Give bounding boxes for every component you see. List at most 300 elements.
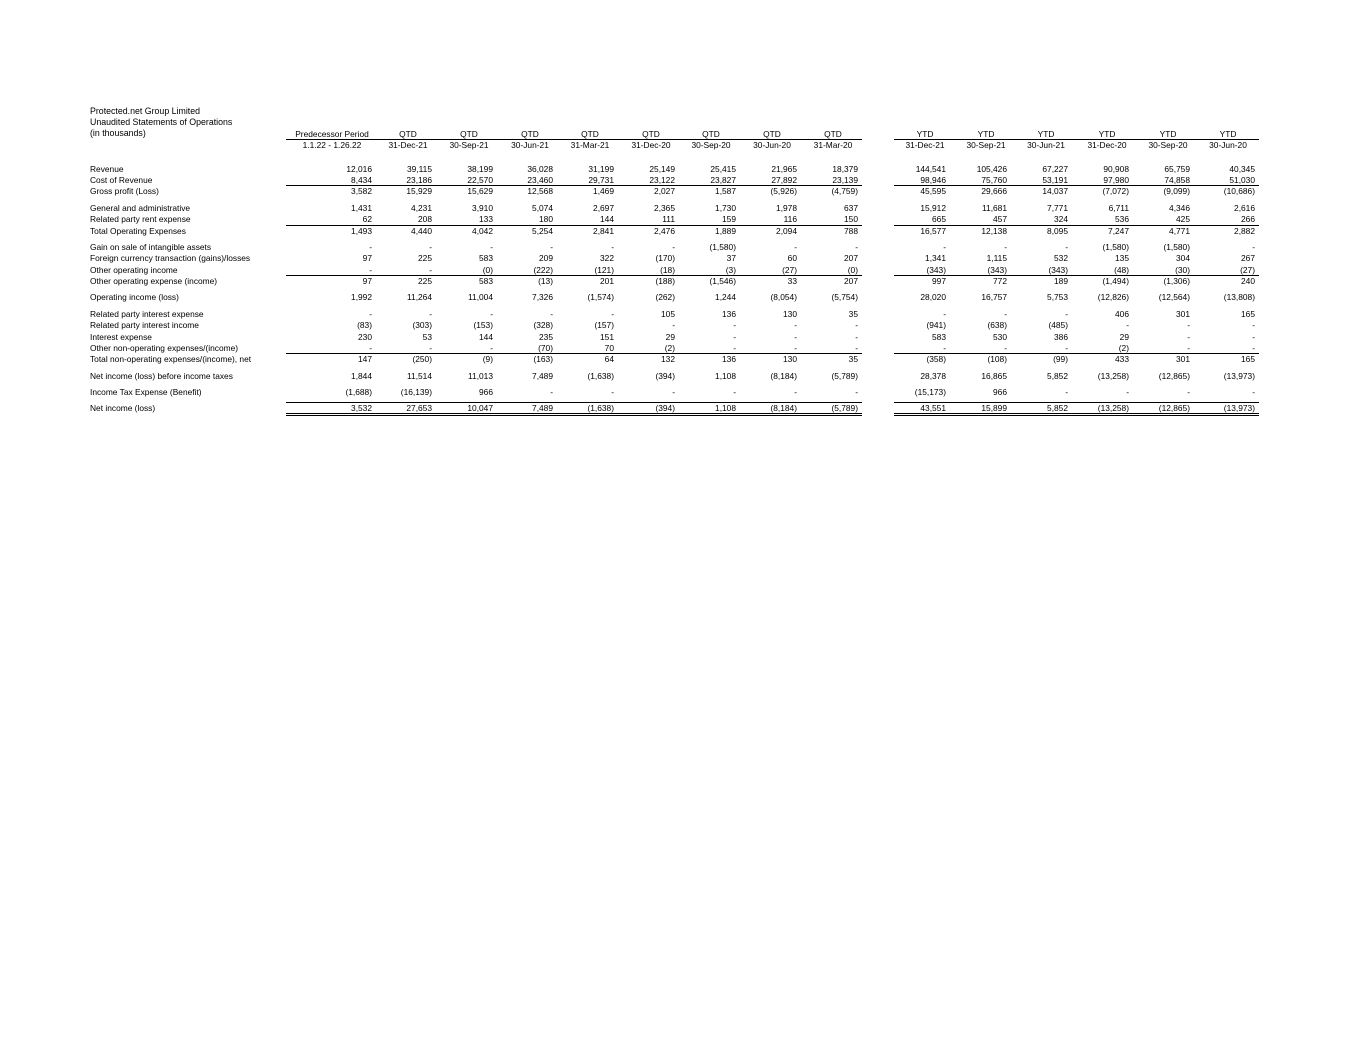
cell-value: 209	[539, 253, 553, 263]
cell-value: 301	[1176, 309, 1190, 319]
units-note: (in thousands)	[90, 128, 146, 138]
cell-value: (48)	[1114, 265, 1129, 275]
cell-value: 15,929	[406, 186, 432, 196]
subtotal-rule	[894, 225, 1259, 226]
cell-value: (121)	[594, 265, 614, 275]
cell-value: 11,004	[468, 292, 493, 302]
column-period-header: 30-Jun-21	[511, 140, 549, 150]
cell-value: 29	[665, 332, 675, 342]
cell-value: 23,122	[649, 175, 675, 185]
cell-value: (15,173)	[914, 387, 946, 397]
cell-value: 14,037	[1042, 186, 1068, 196]
column-type-header: YTD	[1098, 129, 1116, 139]
cell-value: 23,460	[527, 175, 553, 185]
cell-value: 130	[783, 354, 797, 364]
cell-value: (99)	[1053, 354, 1068, 364]
cell-value: 38,199	[467, 164, 493, 174]
cell-value: -	[943, 242, 946, 252]
cell-value: 189	[1054, 276, 1068, 286]
cell-value: 45,595	[920, 186, 946, 196]
cell-value: (8,054)	[770, 292, 797, 302]
cell-value: -	[1187, 332, 1190, 342]
cell-value: 433	[1115, 354, 1129, 364]
cell-value: (1,580)	[709, 242, 736, 252]
cell-value: 74,858	[1164, 175, 1190, 185]
cell-value: (0)	[847, 265, 858, 275]
cell-value: 2,841	[593, 226, 614, 236]
cell-value: (394)	[655, 403, 675, 413]
cell-value: 4,042	[472, 226, 493, 236]
cell-value: -	[943, 309, 946, 319]
cell-value: 1,889	[715, 226, 736, 236]
cell-value: 225	[418, 276, 432, 286]
cell-value: 15,629	[467, 186, 493, 196]
subtotal-rule	[894, 185, 1259, 186]
statement-title: Unaudited Statements of Operations	[90, 117, 233, 127]
cell-value: (12,826)	[1097, 292, 1129, 302]
cell-value: 10,047	[467, 403, 493, 413]
cell-value: (343)	[987, 265, 1007, 275]
cell-value: 21,965	[771, 164, 797, 174]
column-type-header: QTD	[521, 129, 539, 139]
row-label: Total Operating Expenses	[90, 226, 186, 236]
cell-value: 23,827	[710, 175, 736, 185]
cell-value: (1,494)	[1102, 276, 1129, 286]
cell-value: 583	[479, 276, 493, 286]
cell-value: 1,115	[986, 253, 1007, 263]
cell-value: 105	[661, 309, 675, 319]
cell-value: 136	[722, 354, 736, 364]
cell-value: (5,754)	[831, 292, 858, 302]
row-label: Cost of Revenue	[90, 175, 153, 185]
subtotal-rule	[286, 275, 862, 276]
row-label: General and administrative	[90, 203, 191, 213]
cell-value: 457	[993, 214, 1007, 224]
cell-value: -	[550, 387, 553, 397]
row-label: Gain on sale of intangible assets	[90, 242, 212, 252]
cell-value: (262)	[655, 292, 675, 302]
cell-value: 35	[848, 309, 858, 319]
cell-value: 180	[539, 214, 553, 224]
cell-value: 235	[539, 332, 553, 342]
cell-value: 116	[783, 214, 797, 224]
cell-value: (157)	[594, 320, 614, 330]
cell-value: 60	[787, 253, 797, 263]
cell-value: 1,469	[593, 186, 614, 196]
cell-value: 111	[662, 214, 675, 224]
cell-value: -	[1126, 320, 1129, 330]
cell-value: -	[672, 320, 675, 330]
cell-value: (222)	[533, 265, 553, 275]
column-period-header: 30-Jun-20	[753, 140, 791, 150]
cell-value: 788	[844, 226, 858, 236]
cell-value: 304	[1176, 253, 1190, 263]
cell-value: -	[611, 242, 614, 252]
cell-value: 136	[722, 309, 736, 319]
cell-value: 5,852	[1047, 371, 1068, 381]
cell-value: 3,910	[472, 203, 493, 213]
cell-value: 36,028	[527, 164, 553, 174]
subtotal-rule	[894, 353, 1259, 354]
cell-value: 64	[604, 354, 614, 364]
cell-value: 70	[604, 343, 614, 353]
column-type-header: QTD	[399, 129, 417, 139]
cell-value: (27)	[1240, 265, 1255, 275]
subtotal-rule	[286, 353, 862, 354]
cell-value: 324	[1054, 214, 1068, 224]
cell-value: -	[1252, 387, 1255, 397]
cell-value: 301	[1176, 354, 1190, 364]
cell-value: -	[733, 343, 736, 353]
cell-value: -	[1004, 242, 1007, 252]
cell-value: 6,711	[1108, 203, 1129, 213]
cell-value: 3,532	[351, 403, 372, 413]
company-name: Protected.net Group Limited	[90, 106, 201, 116]
cell-value: 53,191	[1042, 175, 1068, 185]
cell-value: 27,653	[406, 403, 432, 413]
cell-value: (163)	[533, 354, 553, 364]
cell-value: 18,379	[832, 164, 858, 174]
cell-value: 11,013	[468, 371, 493, 381]
cell-value: 2,027	[654, 186, 675, 196]
cell-value: 62	[362, 214, 372, 224]
cell-value: 637	[844, 203, 858, 213]
cell-value: (1,580)	[1102, 242, 1129, 252]
cell-value: -	[733, 320, 736, 330]
cell-value: (2)	[664, 343, 675, 353]
column-period-header: 31-Dec-20	[1087, 140, 1127, 150]
column-period-header: 30-Sep-20	[1148, 140, 1188, 150]
cell-value: -	[429, 343, 432, 353]
cell-value: 130	[783, 309, 797, 319]
cell-value: 583	[479, 253, 493, 263]
cell-value: 159	[722, 214, 736, 224]
cell-value: 1,730	[715, 203, 736, 213]
cell-value: 39,115	[407, 164, 432, 174]
cell-value: 150	[844, 214, 858, 224]
cell-value: 201	[600, 276, 614, 286]
row-label: Other operating expense (income)	[90, 276, 218, 286]
row-label: Foreign currency transaction (gains)/losses	[90, 253, 251, 263]
column-type-header: QTD	[824, 129, 842, 139]
cell-value: -	[794, 343, 797, 353]
cell-value: (188)	[655, 276, 675, 286]
column-type-header: YTD	[977, 129, 995, 139]
cell-value: 225	[418, 253, 432, 263]
column-type-header: QTD	[763, 129, 781, 139]
cell-value: (13,973)	[1223, 371, 1255, 381]
cell-value: (941)	[926, 320, 946, 330]
cell-value: -	[733, 387, 736, 397]
cell-value: 40,345	[1229, 164, 1255, 174]
cell-value: 29,731	[588, 175, 614, 185]
row-label: Operating income (loss)	[90, 292, 179, 302]
row-label: Related party interest expense	[90, 309, 204, 319]
cell-value: 12,138	[981, 226, 1007, 236]
cell-value: 5,852	[1047, 403, 1068, 413]
cell-value: (0)	[482, 265, 493, 275]
cell-value: (30)	[1175, 265, 1190, 275]
cell-value: 23,186	[406, 175, 432, 185]
cell-value: 98,946	[920, 175, 946, 185]
cell-value: (485)	[1048, 320, 1068, 330]
cell-value: 11,681	[982, 203, 1007, 213]
cell-value: (9)	[482, 354, 493, 364]
total-double-rule	[286, 415, 862, 416]
cell-value: 1,108	[715, 403, 736, 413]
column-period-header: 31-Dec-21	[905, 140, 945, 150]
cell-value: 97,980	[1103, 175, 1129, 185]
cell-value: -	[794, 387, 797, 397]
cell-value: (27)	[782, 265, 797, 275]
cell-value: (13,258)	[1097, 403, 1129, 413]
cell-value: (13,808)	[1223, 292, 1255, 302]
cell-value: 5,254	[532, 226, 553, 236]
cell-value: -	[550, 309, 553, 319]
cell-value: -	[1065, 242, 1068, 252]
cell-value: 29	[1119, 332, 1129, 342]
cell-value: -	[794, 242, 797, 252]
cell-value: 7,489	[532, 371, 553, 381]
cell-value: (343)	[926, 265, 946, 275]
cell-value: -	[369, 265, 372, 275]
cell-value: -	[1187, 320, 1190, 330]
cell-value: 16,757	[981, 292, 1007, 302]
cell-value: 97	[362, 253, 372, 263]
cell-value: 28,020	[920, 292, 946, 302]
cell-value: -	[672, 242, 675, 252]
column-period-header: 30-Jun-20	[1209, 140, 1247, 150]
header-underline	[286, 139, 862, 140]
cell-value: 207	[844, 276, 858, 286]
cell-value: 1,844	[351, 371, 372, 381]
cell-value: -	[550, 242, 553, 252]
cell-value: 2,094	[776, 226, 797, 236]
cell-value: 425	[1176, 214, 1190, 224]
cell-value: -	[855, 242, 858, 252]
row-label: Gross profit (Loss)	[90, 186, 159, 196]
cell-value: 33	[787, 276, 797, 286]
cell-value: 8,434	[351, 175, 372, 185]
cell-value: 1,493	[351, 226, 372, 236]
cell-value: 4,440	[411, 226, 432, 236]
subtotal-rule	[894, 402, 1259, 403]
cell-value: (13)	[538, 276, 553, 286]
cell-value: -	[490, 242, 493, 252]
cell-value: 144,541	[915, 164, 946, 174]
cell-value: 1,244	[715, 292, 736, 302]
cell-value: 151	[600, 332, 614, 342]
cell-value: 1,108	[715, 371, 736, 381]
cell-value: 207	[844, 253, 858, 263]
cell-value: 5,753	[1047, 292, 1068, 302]
cell-value: -	[1187, 343, 1190, 353]
cell-value: -	[490, 343, 493, 353]
cell-value: 37	[726, 253, 736, 263]
cell-value: (8,184)	[770, 403, 797, 413]
column-type-header: YTD	[1037, 129, 1055, 139]
cell-value: -	[369, 309, 372, 319]
subtotal-rule	[286, 225, 862, 226]
cell-value: 532	[1054, 253, 1068, 263]
cell-value: (343)	[1048, 265, 1068, 275]
cell-value: -	[429, 242, 432, 252]
cell-value: -	[733, 332, 736, 342]
cell-value: 230	[358, 332, 372, 342]
cell-value: 2,365	[654, 203, 675, 213]
cell-value: -	[369, 242, 372, 252]
column-period-header: 31-Dec-21	[388, 140, 428, 150]
cell-value: 4,231	[411, 203, 432, 213]
cell-value: 147	[358, 354, 372, 364]
cell-value: 7,247	[1108, 226, 1129, 236]
cell-value: -	[611, 309, 614, 319]
cell-value: 406	[1115, 309, 1129, 319]
header-underline	[894, 139, 1259, 140]
cell-value: -	[369, 343, 372, 353]
column-type-header: QTD	[581, 129, 599, 139]
column-type-header: YTD	[916, 129, 934, 139]
column-type-header: QTD	[702, 129, 720, 139]
subtotal-rule	[894, 275, 1259, 276]
cell-value: 90,908	[1103, 164, 1129, 174]
row-label: Other operating income	[90, 265, 178, 275]
cell-value: (7,072)	[1102, 186, 1129, 196]
cell-value: 240	[1241, 276, 1255, 286]
cell-value: (13,973)	[1223, 403, 1255, 413]
cell-value: 966	[993, 387, 1007, 397]
cell-value: 583	[932, 332, 946, 342]
cell-value: (170)	[655, 253, 675, 263]
cell-value: (83)	[357, 320, 372, 330]
cell-value: (153)	[473, 320, 493, 330]
cell-value: 1,587	[715, 186, 736, 196]
total-double-rule	[894, 415, 1259, 416]
cell-value: 966	[479, 387, 493, 397]
cell-value: 267	[1241, 253, 1255, 263]
cell-value: 2,616	[1234, 203, 1255, 213]
cell-value: -	[611, 387, 614, 397]
cell-value: 4,771	[1169, 226, 1190, 236]
cell-value: (303)	[412, 320, 432, 330]
cell-value: 1,431	[351, 203, 372, 213]
cell-value: 11,514	[407, 371, 432, 381]
cell-value: (1,688)	[345, 387, 372, 397]
cell-value: 65,759	[1164, 164, 1190, 174]
cell-value: 16,577	[920, 226, 946, 236]
cell-value: 67,227	[1042, 164, 1068, 174]
cell-value: 997	[932, 276, 946, 286]
cell-value: 7,326	[532, 292, 553, 302]
cell-value: (5,789)	[831, 403, 858, 413]
cell-value: (9,099)	[1163, 186, 1190, 196]
cell-value: (1,638)	[587, 371, 614, 381]
column-period-header: 1.1.22 - 1.26.22	[302, 140, 362, 150]
cell-value: 386	[1054, 332, 1068, 342]
cell-value: (358)	[926, 354, 946, 364]
cell-value: -	[1252, 343, 1255, 353]
cell-value: 27,892	[771, 175, 797, 185]
cell-value: -	[855, 343, 858, 353]
cell-value: 132	[661, 354, 675, 364]
cell-value: 15,899	[981, 403, 1007, 413]
cell-value: 22,570	[467, 175, 493, 185]
cell-value: -	[429, 309, 432, 319]
row-label: Interest expense	[90, 332, 152, 342]
cell-value: 1,978	[776, 203, 797, 213]
cell-value: 53	[422, 332, 432, 342]
cell-value: (18)	[660, 265, 675, 275]
cell-value: 1,992	[351, 292, 372, 302]
cell-value: (12,865)	[1158, 403, 1190, 413]
cell-value: 97	[362, 276, 372, 286]
cell-value: -	[1065, 309, 1068, 319]
column-period-header: 31-Mar-21	[570, 140, 610, 150]
cell-value: 8,095	[1047, 226, 1068, 236]
cell-value: (1,306)	[1163, 276, 1190, 286]
cell-value: -	[490, 309, 493, 319]
cell-value: (1,638)	[587, 403, 614, 413]
cell-value: 12,568	[527, 186, 553, 196]
cell-value: (1,574)	[587, 292, 614, 302]
cell-value: 133	[479, 214, 493, 224]
subtotal-rule	[286, 402, 862, 403]
cell-value: 51,030	[1229, 175, 1255, 185]
cell-value: 530	[993, 332, 1007, 342]
cell-value: (5,926)	[770, 186, 797, 196]
cell-value: (12,865)	[1158, 371, 1190, 381]
cell-value: -	[429, 265, 432, 275]
cell-value: -	[794, 320, 797, 330]
cell-value: (16,139)	[400, 387, 432, 397]
column-period-header: 31-Dec-20	[631, 140, 671, 150]
column-type-header: Predecessor Period	[295, 129, 369, 139]
cell-value: (13,258)	[1097, 371, 1129, 381]
cell-value: (4,759)	[831, 186, 858, 196]
cell-value: 266	[1241, 214, 1255, 224]
cell-value: 165	[1241, 309, 1255, 319]
column-type-header: YTD	[1159, 129, 1177, 139]
cell-value: 25,415	[710, 164, 736, 174]
column-type-header: QTD	[460, 129, 478, 139]
cell-value: (250)	[412, 354, 432, 364]
column-type-header: QTD	[642, 129, 660, 139]
cell-value: (2)	[1118, 343, 1129, 353]
cell-value: (70)	[538, 343, 553, 353]
cell-value: -	[1065, 387, 1068, 397]
cell-value: -	[1252, 242, 1255, 252]
cell-value: (3)	[725, 265, 736, 275]
cell-value: -	[672, 387, 675, 397]
cell-value: 35	[848, 354, 858, 364]
row-label: Related party interest income	[90, 320, 199, 330]
cell-value: 322	[600, 253, 614, 263]
cell-value: (108)	[987, 354, 1007, 364]
total-double-rule	[894, 413, 1259, 414]
cell-value: -	[1126, 387, 1129, 397]
row-label: Other non-operating expenses/(income)	[90, 343, 239, 353]
cell-value: 208	[418, 214, 432, 224]
column-period-header: 30-Sep-21	[449, 140, 489, 150]
cell-value: 2,476	[654, 226, 675, 236]
cell-value: 2,697	[593, 203, 614, 213]
cell-value: -	[794, 332, 797, 342]
cell-value: (8,184)	[770, 371, 797, 381]
cell-value: 25,149	[649, 164, 675, 174]
cell-value: 772	[993, 276, 1007, 286]
row-label: Related party rent expense	[90, 214, 191, 224]
cell-value: -	[1004, 343, 1007, 353]
